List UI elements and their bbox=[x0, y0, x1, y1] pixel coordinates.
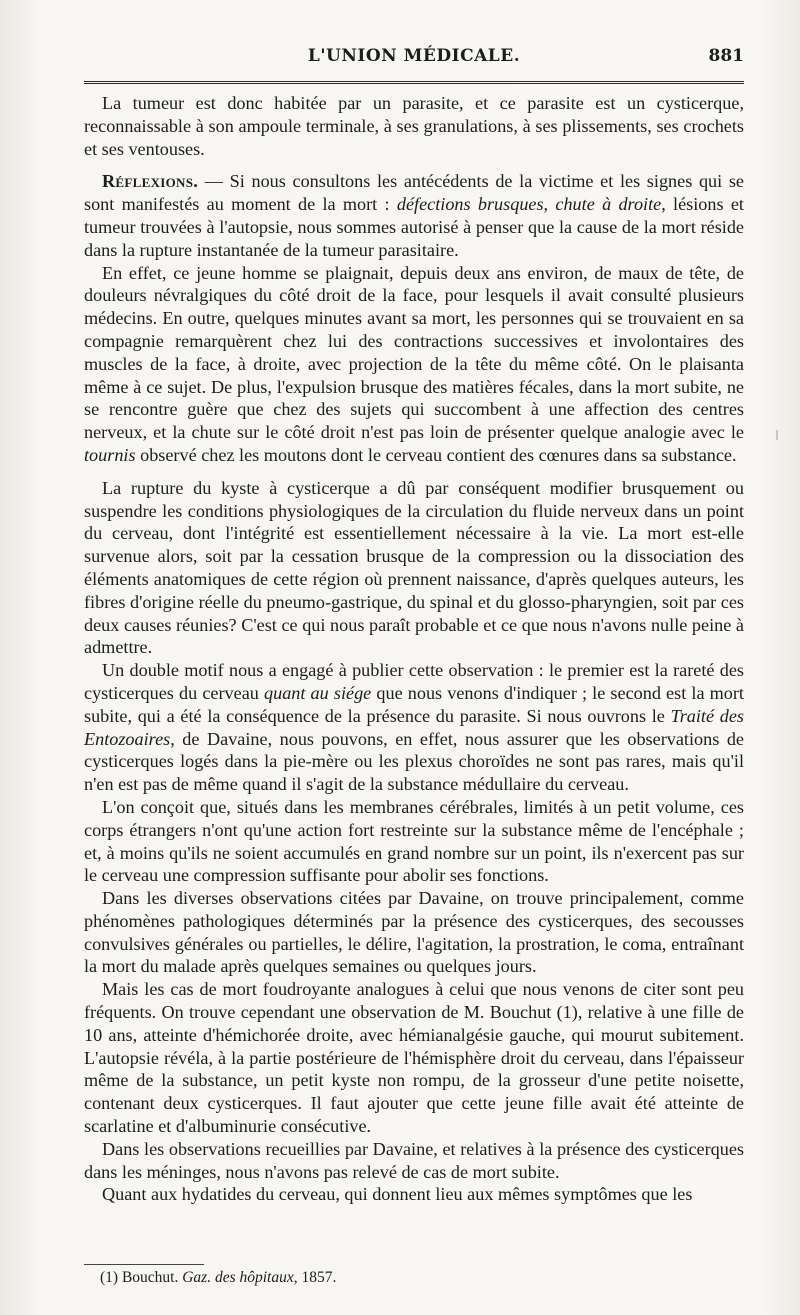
paragraph-text: observé chez les moutons dont le cerveau contient des cœnures dans sa substance. bbox=[135, 444, 737, 465]
section-lead: Réflexions. bbox=[102, 171, 199, 192]
paragraph bbox=[84, 978, 744, 1138]
paragraph bbox=[84, 659, 744, 796]
book-title: Traité des Entozoaires bbox=[84, 705, 744, 749]
paragraph-text: La rupture du kyste à cysticerque a dû par conséquent modifier brusquement ou suspendre les conditions physiologiques de la circulation du fluide nerveux dans un point du cerveau, dont l'intégrité est essentiellement nécessaire à la vie. La mort est-elle survenue alors, soit par la cessation brusque de la compression ou la dissociation des éléments anatomiques de cette région où prennent naissance, d'après quelques auteurs, les fibres d'origine réelle du pneumo-gastrique, du spinal et du glosso-pharyngien, soit par ces deux causes réunies? C'est ce qui nous paraît probable et ce que nous n'avons nulle peine à admettre. bbox=[84, 477, 744, 658]
paragraph bbox=[84, 1138, 744, 1184]
footnote bbox=[100, 1268, 740, 1288]
paragraph-text: Quant aux hydatides du cerveau, qui donnent lieu aux mêmes symptômes que les bbox=[102, 1184, 693, 1205]
paragraph-text: Dans les observations recueillies par Davaine, et relatives à la présence des cysticerques dans les méninges, nous n'avons pas relevé de cas de mort subite. bbox=[84, 1138, 744, 1182]
footnote-text: , 1857. bbox=[293, 1269, 337, 1286]
emphasis-text: défections brusques, chute à droite bbox=[396, 194, 662, 215]
paragraph-reflexions bbox=[84, 170, 744, 261]
paragraph-text: que nous venons d'indiquer ; le second est la mort subite, qui a été la conséquence de la présence du parasite. Si nous ouvrons le bbox=[84, 682, 744, 726]
running-head bbox=[84, 46, 744, 76]
paragraph-text: En effet, ce jeune homme se plaignait, depuis deux ans environ, de maux de tête, de douleurs névralgiques du côté droit de la face, pour lesquels il avait consulté plusieurs médecins. En outre, quelques minutes avant sa mort, les personnes qui se trouvaient en sa compagnie remarquèrent chez lui des contractions successives et involontaires des muscles de la face, à droite, avec projection de la tête du même côté. On le plaisanta même à ce sujet. De plus, l'expulsion brusque des matières fécales, dans la mort subite, ne se rencontre guère que chez des sujets qui succombent à une affection des centres nerveux, et la chute sur le côté droit n'est pas loin de présenter quelque analogie avec le bbox=[84, 262, 744, 443]
paragraph-text: L'on conçoit que, situés dans les membranes cérébrales, limités à un petit volume, ces corps étrangers n'ont qu'une action fort restreinte sur la substance même de l'encéphale ; et, à moins qu'ils ne soient accumulés en grand nombre sur un point, ils n'exercent pas sur le cerveau une compression suffisante pour abolir ses fonctions. bbox=[84, 796, 744, 886]
paragraph-text: Dans les diverses observations citées par Davaine, on trouve principalement, comme phénomènes pathologiques déterminés par la présence des cysticerques, des secousses convulsives générales ou partielles, le délire, l'agitation, la prostration, le coma, entraînant la mort du malade après quelques semaines ou quelques jours. bbox=[84, 888, 744, 977]
paragraph bbox=[84, 887, 744, 978]
paragraph-text: La tumeur est donc habitée par un parasite, et ce parasite est un cysticerque, reconnaissable à son ampoule terminale, à ses granulations, à ses plissements, ses crochets et ses ventouses. bbox=[84, 93, 744, 159]
paragraph bbox=[84, 262, 744, 467]
paragraph-text: Un double motif nous a engagé à publier cette observation : le premier est la rareté des cysticerques du cerveau bbox=[84, 660, 744, 703]
journal-title: L'UNION MÉDICALE. bbox=[307, 46, 521, 66]
footnote-source: Gaz. des hôpitaux bbox=[182, 1269, 294, 1286]
paragraph bbox=[84, 796, 744, 887]
paragraph bbox=[84, 92, 744, 160]
paragraph-text: , lésions et tumeur trouvées à l'autopsie, nous sommes autorisé à penser que la cause de la mort réside dans la rupture instantanée de la tumeur parasitaire. bbox=[84, 194, 744, 260]
paragraph-text: — Si nous consultons les antécédents de la victime et les signes qui se sont manifestés au moment de la mort : bbox=[84, 171, 744, 215]
paragraph-text: Mais les cas de mort foudroyante analogues à celui que nous venons de citer sont peu fréquents. On trouve cependant une observation de M. Bouchut (1), relative à une fille de 10 ans, atteinte d'hémichorée droite, avec hémianalgésie gauche, qui mourut subitement. L'autopsie révéla, à la partie postérieure de l'hémisphère droit du cerveau, dans l'épaisseur même de la substance, un petit kyste non rompu, de la grosseur d'une petite noisette, contenant deux cysticerques. Il faut ajouter que cette jeune fille avait été atteinte de scarlatine et d'albuminurie consécutive. bbox=[84, 979, 744, 1137]
paragraph bbox=[84, 1183, 744, 1206]
paragraph bbox=[84, 477, 744, 659]
page-number: 881 bbox=[708, 46, 744, 66]
emphasis-text: tournis bbox=[84, 444, 136, 465]
page-mark bbox=[776, 430, 778, 440]
emphasis-text: quant au siége bbox=[264, 682, 372, 703]
footnote-marker: (1) Bouchut. bbox=[100, 1269, 179, 1286]
paragraph-text: , de Davaine, nous pouvons, en effet, nous assurer que les observations de cysticerques logés dans la pie-mère ou les plexus choroïdes ne sont pas rares, mais qu'il n'en est pas de même quand il s'agit de la substance médullaire du cerveau. bbox=[84, 728, 744, 795]
body-text bbox=[84, 92, 744, 1206]
header-rule bbox=[84, 81, 744, 84]
footnote-rule bbox=[84, 1264, 204, 1265]
